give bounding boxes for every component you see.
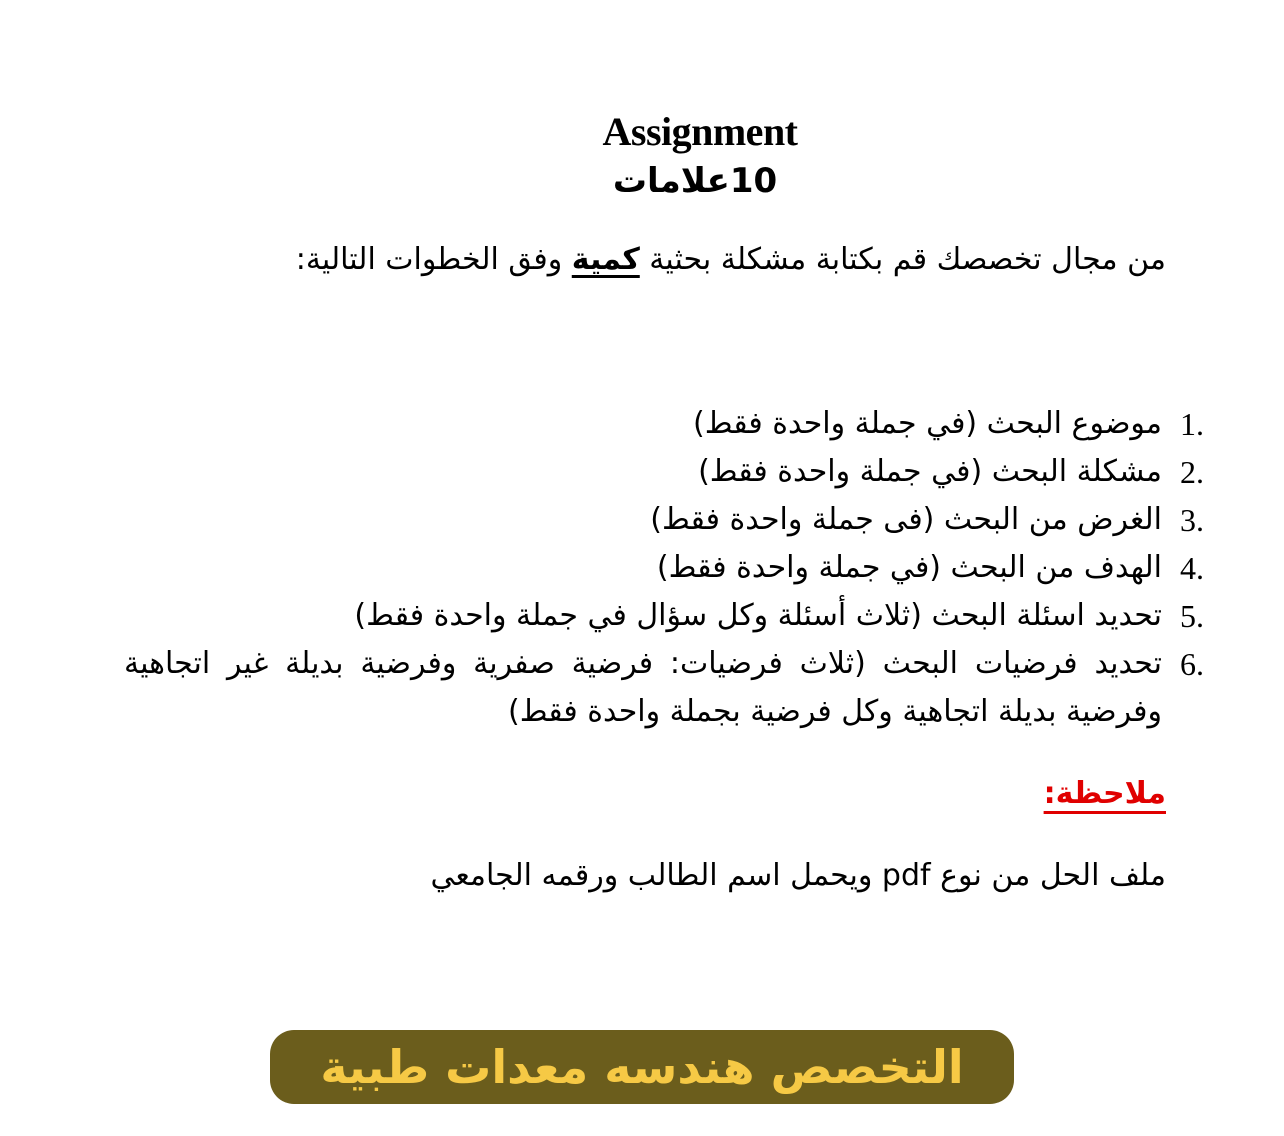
step-text: مشكلة البحث (في جملة واحدة فقط) — [698, 454, 1162, 489]
step-number: 2. — [1180, 454, 1204, 490]
note-heading: ملاحظة: — [1043, 776, 1166, 811]
assignment-title: Assignment — [602, 109, 798, 154]
step-text: الغرض من البحث (فى جملة واحدة فقط) — [650, 502, 1162, 537]
step-number: 3. — [1180, 502, 1204, 538]
instruction-text — [206, 236, 1166, 284]
step-text: تحديد فرضيات البحث (ثلاث فرضيات: فرضية صفرية وفرضية بديلة غير اتجاهية وفرضية بديلة اتجاهية وكل فرضية بجملة واحدة فقط) — [124, 646, 1162, 729]
specialty-badge-text: التخصص هندسه معدات طبية — [320, 1040, 964, 1094]
list-item — [124, 448, 1204, 496]
list-item — [124, 496, 1204, 544]
step-text: تحديد اسئلة البحث (ثلاث أسئلة وكل سؤال في جملة واحدة فقط) — [354, 598, 1162, 633]
list-item — [124, 592, 1204, 640]
step-number: 6. — [1180, 646, 1204, 682]
steps-list — [124, 400, 1204, 736]
step-number: 4. — [1180, 550, 1204, 586]
step-text: الهدف من البحث (في جملة واحدة فقط) — [656, 550, 1162, 585]
instruction-after: وفق الخطوات التالية: — [295, 242, 572, 277]
specialty-badge — [270, 1030, 1014, 1104]
note-text: ملف الحل من نوع pdf ويحمل اسم الطالب ورقمه الجامعي — [430, 858, 1166, 893]
list-item — [124, 640, 1204, 736]
step-number: 1. — [1180, 406, 1204, 442]
marks-label: 10علامات — [612, 161, 778, 201]
list-item — [124, 400, 1204, 448]
step-number: 5. — [1180, 598, 1204, 634]
instruction-keyword: كمية — [571, 242, 640, 277]
step-text: موضوع البحث (في جملة واحدة فقط) — [693, 406, 1162, 441]
list-item — [124, 544, 1204, 592]
instruction-before: من مجال تخصصك قم بكتابة مشكلة بحثية — [639, 242, 1166, 277]
